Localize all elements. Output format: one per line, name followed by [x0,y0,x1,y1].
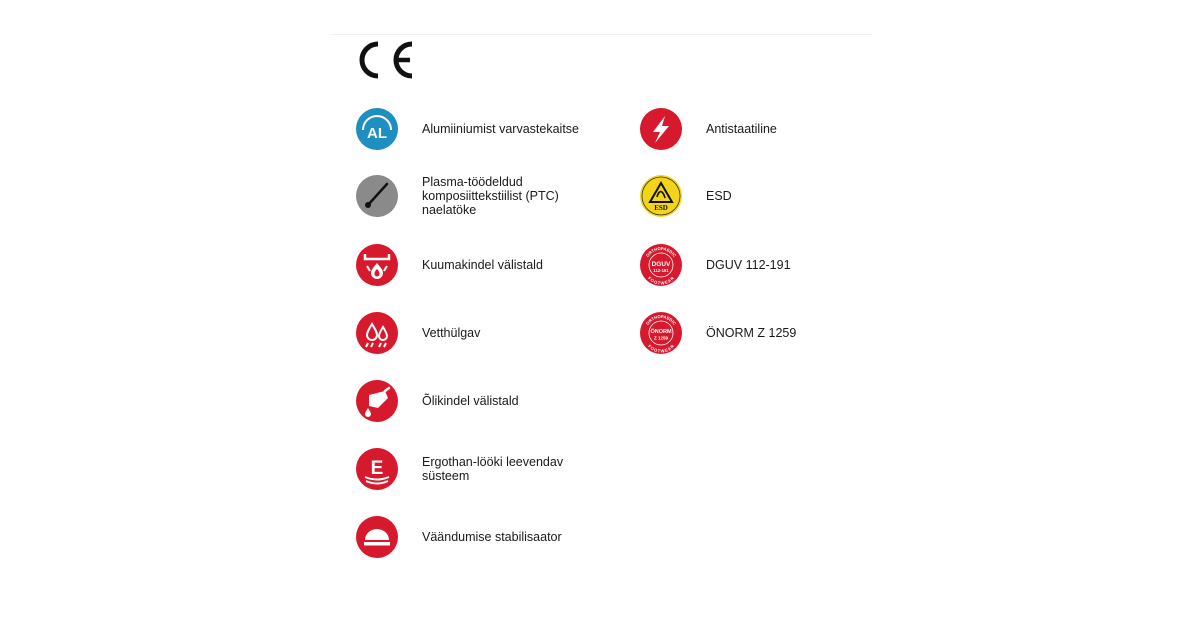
svg-text:DGUV: DGUV [651,261,671,268]
feature-antistatic [640,108,896,150]
feature-label: Vetthülgav [422,326,481,340]
feature-ergothan [356,448,612,490]
ce-mark-icon [356,40,416,80]
ergothan-shock-absorbing-icon [356,448,398,490]
heat-resistant-midsole-icon [356,244,398,286]
svg-text:AL: AL [367,125,387,142]
esd-icon [640,175,682,217]
feature-oil-resistant [356,380,612,422]
torsion-stabilizer-icon [356,516,398,558]
feature-label: ESD [706,189,732,203]
feature-label: Plasma-töödeldud komposiittekstiilist (PTC) naelatöke [422,175,559,217]
feature-dguv [640,244,896,286]
feature-label: ÖNORM Z 1259 [706,326,797,340]
feature-esd [640,175,896,217]
svg-text:FOOTWEAR: FOOTWEAR [646,275,675,286]
feature-aluminium-toe-cap [356,108,612,150]
svg-text:ORTHOPAEDIC: ORTHOPAEDIC [644,313,678,326]
svg-text:ÖNORM: ÖNORM [650,329,672,335]
feature-label: Ergothan-lööki leevendav süsteem [422,455,564,483]
feature-onorm [640,312,896,354]
feature-heat-resistant [356,244,612,286]
svg-text:Z 1259: Z 1259 [653,335,669,341]
aluminium-toe-cap-icon [356,108,398,150]
feature-label: Õlikindel välistald [422,394,519,408]
feature-water-repellent [356,312,612,354]
feature-ptc-nail-protection [356,175,612,217]
svg-text:E: E [370,458,384,479]
water-repellent-icon [356,312,398,354]
ptc-nail-protection-icon [356,175,398,217]
svg-text:ORTHOPAEDIC: ORTHOPAEDIC [644,245,678,258]
antistatic-icon [640,108,682,150]
svg-text:ESD: ESD [654,204,668,212]
svg-text:112-191: 112-191 [653,268,669,273]
oil-resistant-sole-icon [356,380,398,422]
feature-label: Alumiiniumist varvastekaitse [422,122,579,136]
feature-label: Väändumise stabilisaator [422,530,562,544]
dguv-orthopaedic-icon [640,244,682,286]
feature-label: DGUV 112-191 [706,258,791,272]
onorm-orthopaedic-icon [640,312,682,354]
feature-label: Kuumakindel välistald [422,258,543,272]
feature-torsion-stabilizer [356,516,612,558]
feature-label: Antistaatiline [706,122,777,136]
svg-text:FOOTWEAR: FOOTWEAR [646,343,675,354]
